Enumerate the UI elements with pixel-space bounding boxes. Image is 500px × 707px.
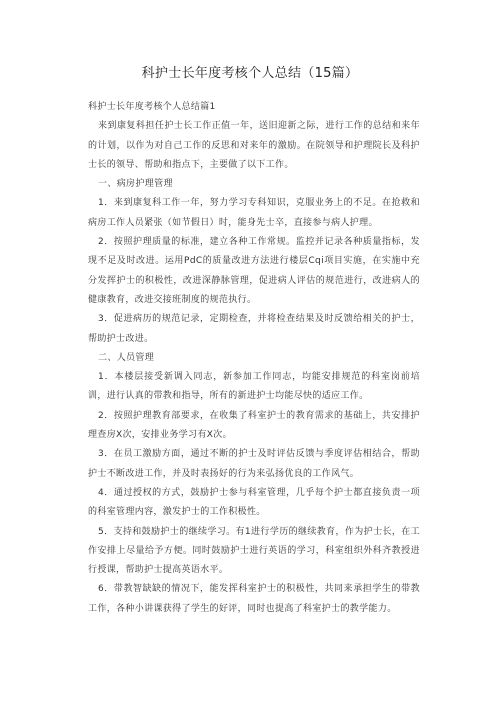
- document-title: 科护士长年度考核个人总结（15篇）: [141, 66, 359, 81]
- document-body: [88, 98, 420, 619]
- section-subtitle: 科护士长年度考核个人总结篇1: [88, 102, 216, 112]
- ward-item-1: 1．来到康复科工作一年，努力学习专科知识，克服业务上的不足。在抢救和病房工作人员紧张（如节假日）时，能身先士卒，直接参与病人护理。: [88, 198, 420, 228]
- staff-item-2: 2．按照护理教育部要求，在收集了科室护士的教育需求的基础上，共安排护理查房X次，安排业务学习有X次。: [88, 410, 420, 441]
- staff-item-1: 1．本楼层接受新调入同志，新参加工作同志，均能安排规范的科室岗前培训，进行认真的带教和指导，所有的新进护士均能尽快的适应工作。: [88, 372, 420, 402]
- intro-paragraph: 来到康复科担任护士长工作正值一年，送旧迎新之际，进行工作的总结和来年的计划，以作为对自己工作的反思和对来年的激励。在院领导和护理院长及科护士长的领导、帮助和指点下，主要做了以下工作。: [88, 121, 420, 170]
- staff-item-4: 4．通过授权的方式，鼓励护士参与科室管理，几乎每个护士都直接负责一项的科室管理内容，激发护士的工作积极性。: [88, 487, 420, 518]
- section-heading-ward-management: 一、病房护理管理: [98, 179, 173, 190]
- section-heading-staff-management: 二、人员管理: [98, 352, 155, 363]
- staff-item-3: 3．在员工激励方面，通过不断的护士及时评估反馈与季度评估相结合，帮助护士不断改进工作，并及时表扬好的行为来弘扬优良的工作风气。: [88, 449, 420, 479]
- ward-item-3: 3．促进病历的规范记录，定期检查，并将检查结果及时反馈给相关的护士，帮助护士改进。: [88, 314, 420, 344]
- staff-item-6: 6．带教智缺缺的情况下，能发挥科室护士的积极性，共同来承担学生的带教工作，各种小讲课获得了学生的好评，同时也提高了科室护士的教学能力。: [88, 584, 420, 614]
- staff-item-5: 5．支持和鼓励护士的继续学习。有1进行学历的继续教育，作为护士长，在工作安排上尽量给予方便。同时鼓励护士进行英语的学习，科室组织外科齐教授进行授课，帮助护士提高英语水平。: [88, 526, 420, 576]
- ward-item-2: 2．按照护理质量的标准，建立各种工作常规。监控并记录各种质量指标，发现不足及时改进。运用PdC的质量改进方法进行楼层Cqi项目实施，在实施中充分发挥护士的积极性，改进深静脉管理，促进病人评估的规范进行，改进病人的健康教育，改进交接班制度的规范执行。: [88, 237, 420, 305]
